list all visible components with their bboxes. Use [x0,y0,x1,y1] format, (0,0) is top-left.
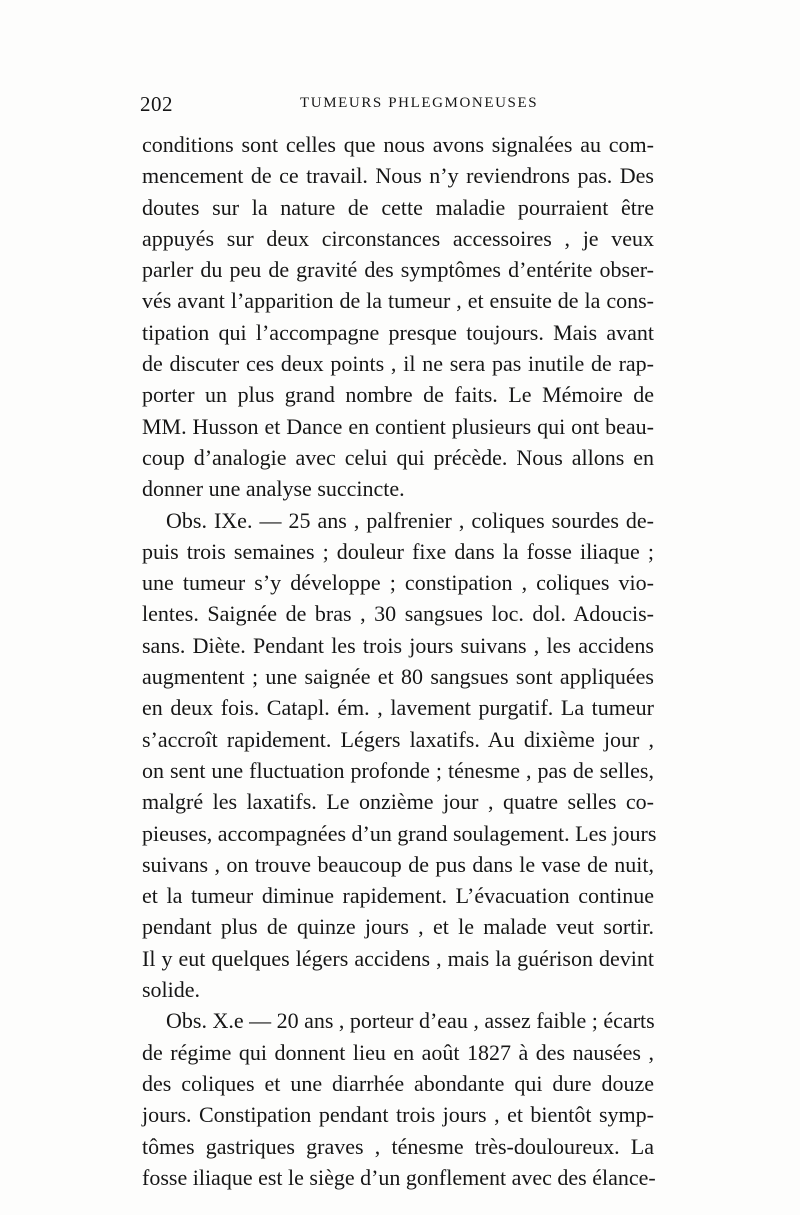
text-line: fosse iliaque est le siège d’un gonflement avec des élance- [142,1164,656,1190]
text-line: doutes sur la nature de cette maladie pourraient être [142,194,654,220]
text-line: en deux fois. Catapl. ém. , lavement purgatif. La tumeur [142,695,654,721]
text-line: augmentent ; une saignée et 80 sangsues sont appliquées [142,664,654,690]
text-line: des coliques et une diarrhée abondante qui dure douze [142,1070,654,1096]
text-line: parler du peu de gravité des symptômes d’entérite obser- [142,257,654,283]
text-line: pieuses, accompagnées d’un grand soulagement. Les jours [142,820,657,846]
text-line: jours. Constipation pendant trois jours , et bientôt symp- [142,1102,654,1128]
text-line: pendant plus de quinze jours , et le malade veut sortir. [142,914,654,940]
running-head [140,92,660,118]
text-line: Il y eut quelques légers accidens , mais la guérison devint [142,945,654,971]
text-line: de régime qui donnent lieu en août 1827 à des nausées , [142,1039,654,1065]
text-line: lentes. Saignée de bras , 30 sangsues loc. dol. Adoucis- [142,601,654,627]
text-line: vés avant l’apparition de la tumeur , et ensuite de la cons- [142,288,654,314]
text-line: malgré les laxatifs. Le onzième jour , quatre selles co- [142,789,654,815]
text-line: conditions sont celles que nous avons signalées au com- [142,132,654,157]
body-text [142,129,657,1193]
text-line: tipation qui l’accompagne presque toujours. Mais avant [142,319,654,345]
text-line: suivans , on trouve beaucoup de pus dans le vase de nuit, [142,851,654,877]
text-line: MM. Husson et Dance en contient plusieurs qui ont beau- [142,413,654,439]
text-line: solide. [142,977,201,1003]
text-line: sans. Diète. Pendant les trois jours suivans , les accidens [142,632,654,658]
text-line: appuyés sur deux circonstances accessoires , je veux [142,225,654,251]
text-line: tômes gastriques graves , ténesme très-douloureux. La [142,1133,654,1159]
text-line: une tumeur s’y développe ; constipation , coliques vio- [142,570,654,596]
text-line: donner une analyse succincte. [142,476,405,502]
text-line: porter un plus grand nombre de faits. Le Mémoire de [142,382,654,408]
running-title: TUMEURS PHLEGMONEUSES [300,95,539,111]
page-number: 202 [140,92,173,116]
text-line: on sent une fluctuation profonde ; ténesme , pas de selles, [142,757,654,783]
text-line: s’accroît rapidement. Légers laxatifs. Au dixième jour , [142,726,654,752]
text-line: de discuter ces deux points , il ne sera pas inutile de rap- [142,351,654,377]
text-line: puis trois semaines ; douleur fixe dans la fosse iliaque ; [142,538,654,564]
observation-start-line: Obs. IXe. — 25 ans , palfrenier , coliques sourdes de- [166,507,654,533]
text-line: coup d’analogie avec celui qui précède. Nous allons en [142,444,654,470]
text-line: et la tumeur diminue rapidement. L’évacuation continue [142,883,654,909]
text-line: mencement de ce travail. Nous n’y reviendrons pas. Des [142,163,654,189]
observation-start-line: Obs. X.e — 20 ans , porteur d’eau , assez faible ; écarts [166,1008,655,1034]
